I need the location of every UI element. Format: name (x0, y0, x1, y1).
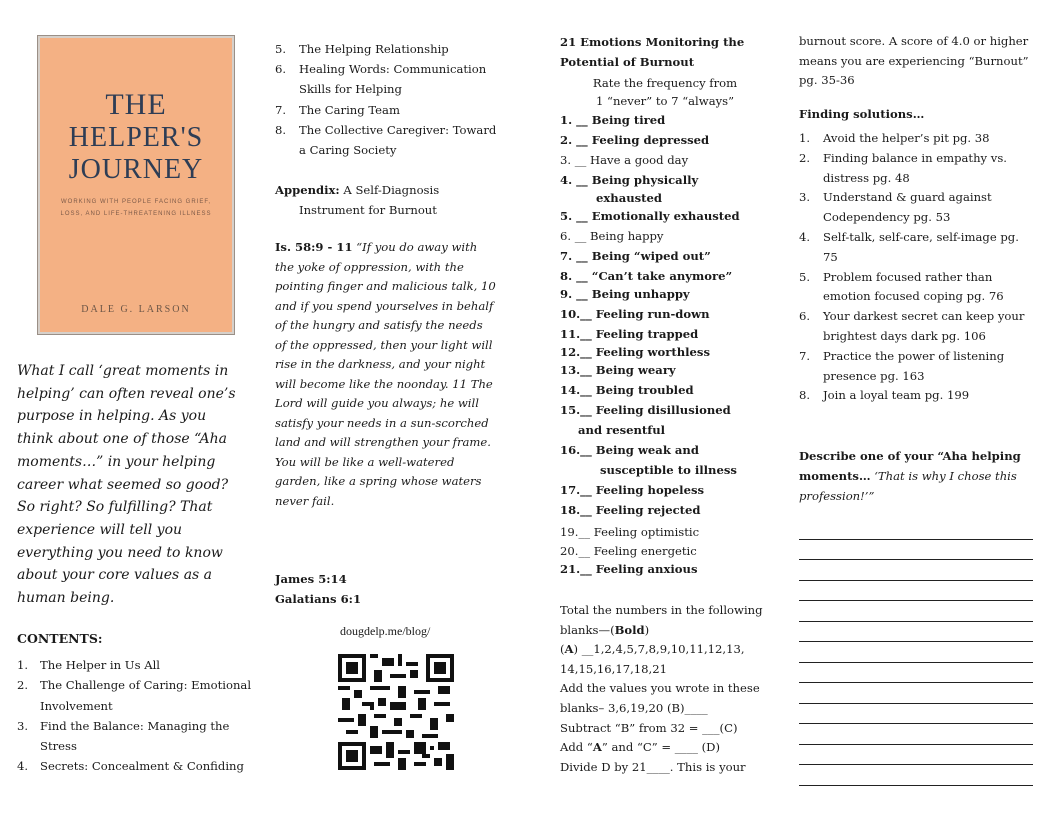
list-item: 20.__ Feeling energetic (560, 544, 697, 558)
book-subtitle: WORKING WITH PEOPLE FACING GRIEF, LOSS, AND LIFE-THREATENING ILLNESS (60, 199, 212, 217)
list-item: 1. The Helper in Us All (17, 658, 160, 672)
list-item: 7. __ Being “wiped out” (560, 249, 711, 263)
contents-list-continued (275, 39, 505, 160)
appendix-item: Appendix: A Self-Diagnosis Instrument for Burnout (275, 183, 440, 218)
list-item: 5. __ Emotionally exhausted (560, 209, 740, 223)
list-item: 6. __ Being happy (560, 229, 664, 243)
list-item: 17.__ Feeling hopeless (560, 483, 705, 497)
book-title-line3: JOURNEY (68, 154, 204, 185)
aha-prompt: Describe one of your “Aha helping moments… ‘That is why I chose this profession!’” (799, 449, 1021, 503)
list-item: 8. Join a loyal team pg. 199 (799, 388, 970, 403)
list-item: 21.__ Feeling anxious (560, 562, 698, 576)
list-item: 9. __ Being unhappy (560, 287, 690, 301)
emotions-list (560, 110, 780, 578)
list-item: 8. __ “Can’t take anymore” (560, 269, 733, 283)
list-item: 1. Avoid the helper’s pit pg. 38 (799, 131, 990, 145)
list-item: 12.__ Feeling worthless (560, 345, 710, 359)
burnout-score-text: burnout score. A score of 4.0 or higher means you are experiencing “Burnout” pg. 35-36 (799, 34, 1029, 88)
list-item: 13.__ Being weary (560, 363, 676, 377)
scoring-instructions: Total the numbers in the following blanks—(Bold) (A) __1,2,4,5,7,8,9,10,11,12,13, 14,15,16,17,18,21 Add the values you wrote in these blanks– 3,6,19,20 (B)____ Subtract “B” from 32 = ___(C) Add “A” and “C” = ____ (D) Divide D by 21____. This is your (560, 603, 763, 774)
scripture-refs: James 5:14 Galatians 6:1 (275, 572, 362, 606)
list-item: 3. __ Have a good day (560, 153, 689, 167)
list-item: 5. The Helping Relationship (275, 42, 449, 56)
list-item: 7. Practice the power of listening presence pg. 163 (799, 348, 1005, 383)
qr-code-icon[interactable] (338, 654, 454, 770)
rate-instructions: Rate the frequency from 1 “never” to 7 “always” (592, 76, 738, 108)
solutions-list (799, 129, 1037, 406)
list-item: 11.__ Feeling trapped (560, 327, 699, 341)
emotions-title: 21 Emotions Monitoring the Potential of Burnout (560, 35, 745, 69)
writing-lines[interactable] (799, 519, 1033, 786)
intro-text: What I call ‘great moments in helping’ can often reveal one’s purpose in helping. As you think about one of those “Aha moments…” in your helping career what seemed so good? So right? So fulfilling? That experience will tell you everything you need to know about your core values as a human being. (17, 363, 236, 607)
list-item: 5. Problem focused rather than emotion focused coping pg. 76 (799, 269, 1004, 304)
list-item: 6. Healing Words: Communication Skills for Helping (275, 62, 487, 97)
blog-url[interactable]: dougdelp.me/blog/ (340, 624, 431, 638)
book-title-line1: THE (105, 88, 167, 121)
list-item: 2. The Challenge of Caring: Emotional Involvement (17, 678, 252, 713)
list-item: 4. Self-talk, self-care, self-image pg. 75 (799, 229, 1019, 264)
book-title-line2: HELPER'S (68, 122, 204, 153)
book-cover-image (37, 35, 235, 335)
list-item: 6. Your darkest secret can keep your brightest days dark pg. 106 (799, 309, 1025, 343)
solutions-heading: Finding solutions… (799, 107, 925, 121)
contents-list (17, 655, 257, 777)
scripture-verse: Is. 58:9 - 11 “If you do away with the yoke of oppression, with the pointing finger and malicious talk, 10 and if you spend yourselves in behalf of the hungry and satisfy the needs of the oppressed, then your light will rise in the darkness, and your night will become like the noonday. 11 The Lord will guide you always; he will satisfy your needs in a sun-scorched land and will strengthen your frame. You will be like a well-watered garden, like a spring whose waters never fail. (275, 240, 496, 508)
contents-heading: CONTENTS: (17, 631, 103, 646)
list-item: 10.__ Feeling run-down (560, 307, 710, 321)
book-author: DALE G. LARSON (81, 304, 191, 315)
list-item: 8. The Collective Caregiver: Toward a Caring Society (275, 122, 497, 158)
list-item: 7. The Caring Team (275, 102, 400, 117)
list-item: 18.__ Feeling rejected (560, 503, 701, 517)
list-item: 14.__ Being troubled (560, 383, 694, 397)
list-item: 4. __ Being physically exhausted (560, 173, 699, 205)
list-item: 4. Secrets: Concealment & Confiding (17, 759, 244, 774)
list-item: 3. Understand & guard against Codependency pg. 53 (799, 190, 992, 225)
list-item: 2. __ Feeling depressed (560, 133, 710, 147)
list-item: 2. Finding balance in empathy vs. distress pg. 48 (799, 150, 1007, 185)
list-item: 3. Find the Balance: Managing the Stress (17, 718, 230, 754)
list-item: 1. __ Being tired (560, 113, 666, 127)
list-item: 16.__ Being weak and susceptible to illness (560, 443, 737, 477)
list-item: 19.__ Feeling optimistic (560, 525, 700, 539)
list-item: 15.__ Feeling disillusioned and resentful (560, 403, 731, 437)
